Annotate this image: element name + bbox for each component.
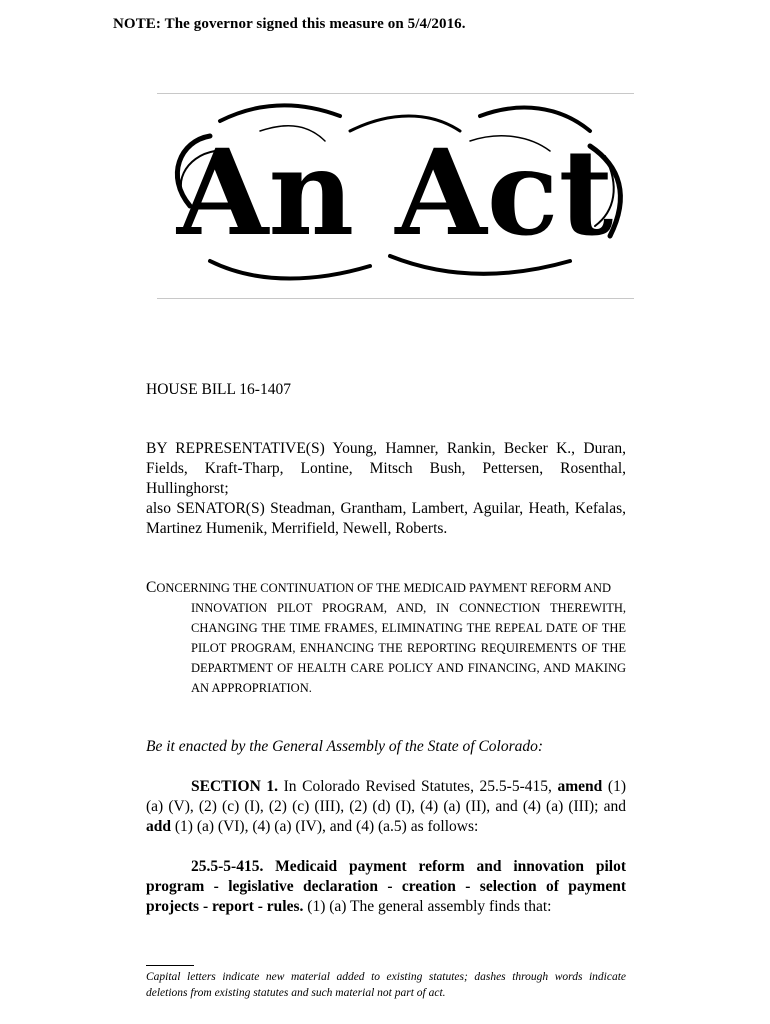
logo-top-rule — [157, 93, 634, 94]
concerning-body: INNOVATION PILOT PROGRAM, AND, IN CONNECTION THEREWITH, CHANGING THE TIME FRAMES, ELIMINATING THE REPEAL DATE OF THE PILOT PROGRAM, ENHANCING THE REPORTING REQUIREMENTS OF THE DEPARTMENT OF HEALTH CARE POLICY AND FINANCING, AND MAKING AN APPROPRIATION. — [191, 601, 626, 695]
concerning-clause — [146, 578, 626, 698]
flourish-top-left — [220, 105, 340, 121]
logo-text: An Act — [176, 123, 614, 262]
representatives-list: BY REPRESENTATIVE(S) Young, Hamner, Rankin, Becker K., Duran, Fields, Kraft-Tharp, Lontine, Mitsch Bush, Pettersen, Rosenthal, Hullinghorst; — [146, 440, 626, 497]
flourish-bottom-left — [210, 261, 370, 279]
statute-25-5-5-415 — [146, 857, 626, 917]
statute-text: (1) (a) The general assembly finds that: — [303, 898, 552, 915]
senators-list: also SENATOR(S) Steadman, Grantham, Lambert, Aguilar, Heath, Kefalas, Martinez Humenik, Merrifield, Newell, Roberts. — [146, 500, 626, 537]
section-1-text-a: In Colorado Revised Statutes, 25.5-5-415, — [278, 778, 558, 795]
sponsors — [146, 439, 626, 539]
footnote: Capital letters indicate new material added to existing statutes; dashes through words indicate deletions from existing statutes and such material not part of act. — [146, 971, 626, 999]
an-act-logo — [150, 96, 640, 296]
logo-bottom-rule — [157, 298, 634, 299]
bill-number: HOUSE BILL 16-1407 — [146, 381, 291, 398]
statute-heading: 25.5-5-415. Medicaid payment reform and innovation pilot program - legislative declaration - creation - selection of payment projects - report - rules. — [146, 858, 626, 915]
enacting-clause: Be it enacted by the General Assembly of the State of Colorado: — [146, 738, 544, 755]
section-1-amend: amend — [557, 778, 603, 795]
section-1-add: add — [146, 818, 171, 835]
concerning-first-line: ONCERNING THE CONTINUATION OF THE MEDICAID PAYMENT REFORM AND — [156, 581, 612, 595]
section-1 — [146, 777, 626, 837]
section-1-text-b: (1) (a) (V), (2) (c) (I), (2) (c) (III), (2) (d) (I), (4) (a) (II), and (4) (a) (III); and — [146, 778, 626, 815]
section-1-heading: SECTION 1. — [191, 778, 279, 795]
section-1-text-c: (1) (a) (VI), (4) (a) (IV), and (4) (a.5) as follows: — [171, 818, 479, 835]
footnote-rule — [146, 965, 194, 966]
governor-note: NOTE: The governor signed this measure on 5/4/2016. — [113, 16, 466, 32]
concerning-first-letter: C — [146, 579, 157, 596]
